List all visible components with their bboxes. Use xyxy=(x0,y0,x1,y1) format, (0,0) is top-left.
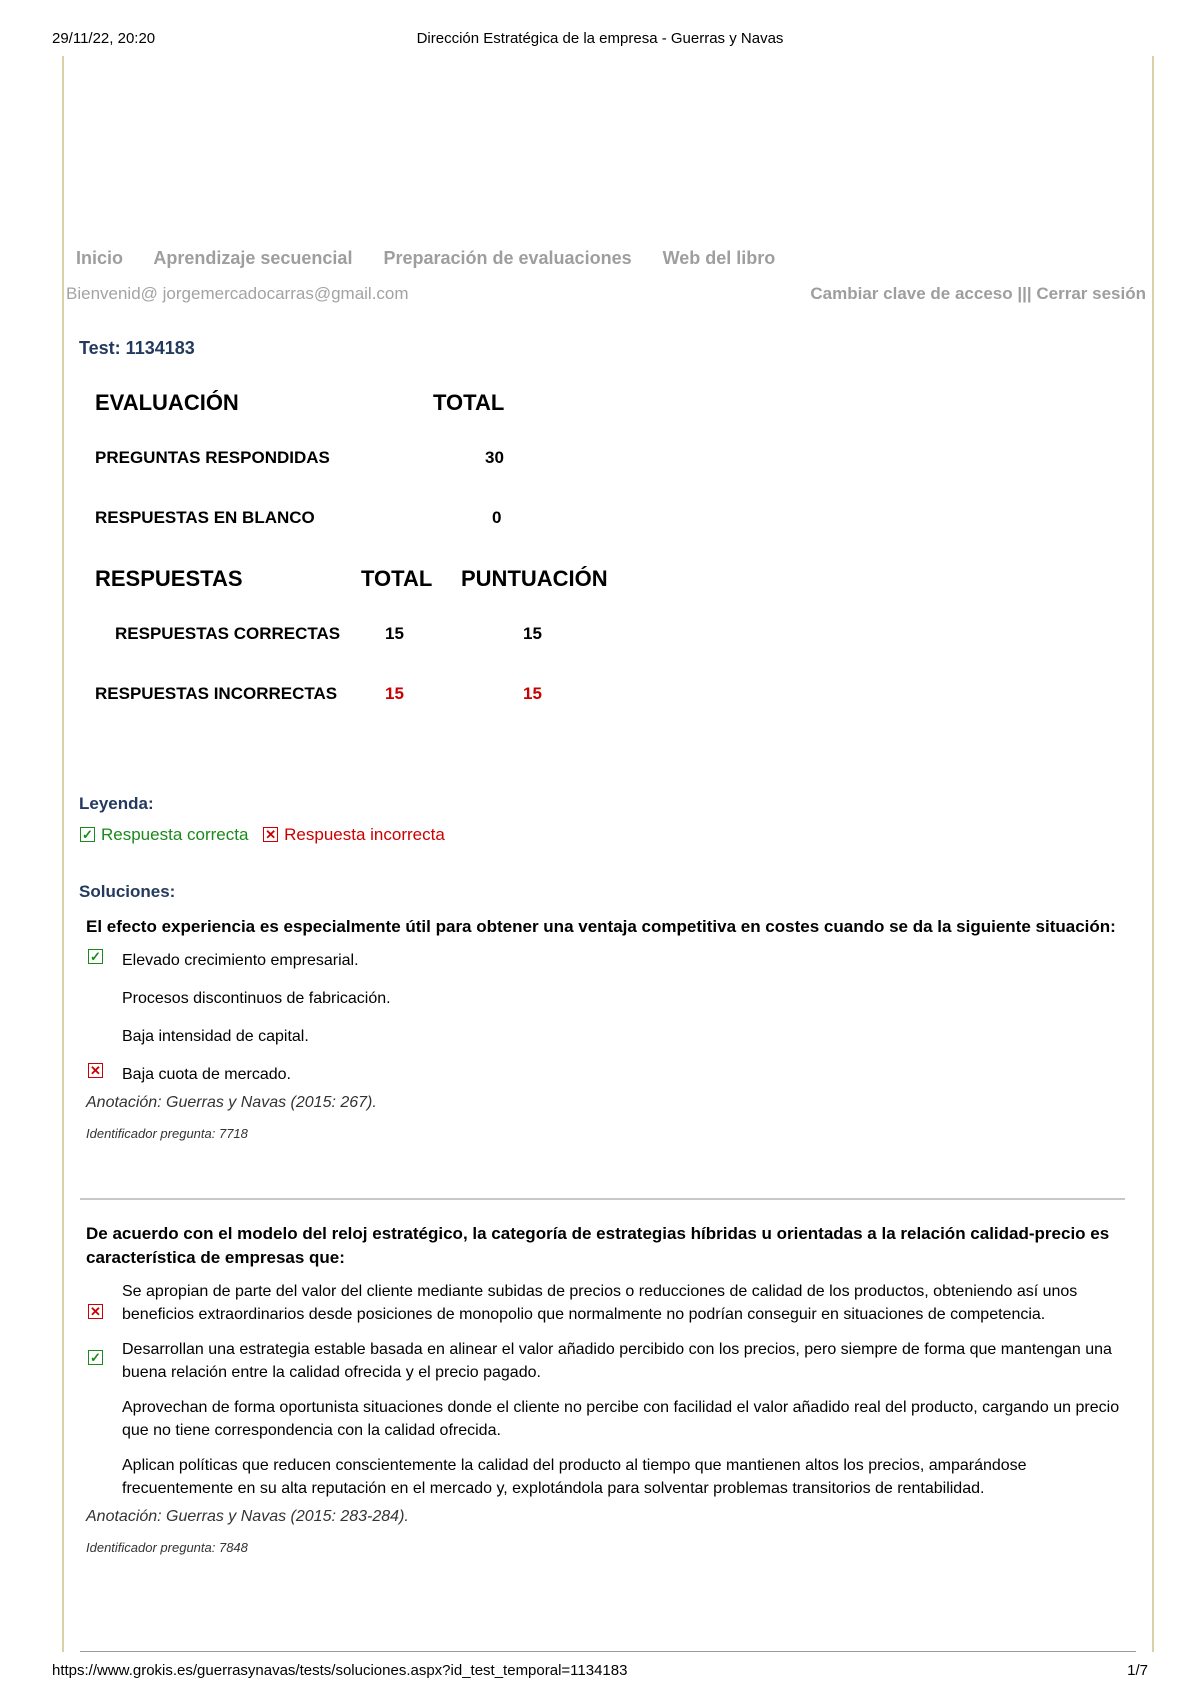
annotation: Anotación: Guerras y Navas (2015: 267). xyxy=(86,1094,377,1111)
answers-score-header: PUNTUACIÓN xyxy=(461,566,608,591)
answer-option xyxy=(86,1396,1126,1442)
answer-text: Baja cuota de mercado. xyxy=(122,1066,291,1083)
test-id: Test: 1134183 xyxy=(79,338,195,358)
nav-item-web-libro[interactable]: Web del libro xyxy=(662,248,776,268)
blank-value: 0 xyxy=(492,508,502,527)
answer-option xyxy=(86,1338,1126,1384)
answer-option xyxy=(86,1280,1126,1326)
answered-label: PREGUNTAS RESPONDIDAS xyxy=(95,448,330,467)
question-stem: El efecto experiencia es especialmente útil para obtener una ventaja competitiva en costes cuando se da la siguiente situación: xyxy=(86,917,1116,936)
legend xyxy=(80,824,455,845)
correct-total: 15 xyxy=(385,624,404,643)
cross-box-icon: ✕ xyxy=(88,1304,103,1319)
cross-box-icon: ✕ xyxy=(263,827,278,842)
correct-label: RESPUESTAS CORRECTAS xyxy=(115,624,341,643)
legend-heading: Leyenda: xyxy=(79,794,154,813)
question-1 xyxy=(86,915,1126,1141)
account-links xyxy=(810,284,1146,304)
solutions-heading: Soluciones: xyxy=(79,882,176,901)
print-page-number: 1/7 xyxy=(1127,1662,1148,1679)
account-separator: ||| xyxy=(1017,284,1032,303)
answer-text: Desarrollan una estrategia estable basada en alinear el valor añadido percibido con los precios, pero siempre de forma que mantengan una buena relación entre la calidad ofrecida y el precio pagado. xyxy=(122,1341,1112,1381)
answer-option xyxy=(86,1025,1126,1048)
legend-incorrect xyxy=(263,825,445,845)
incorrect-total: 15 xyxy=(385,684,404,703)
blank-label: RESPUESTAS EN BLANCO xyxy=(95,508,315,527)
answered-value: 30 xyxy=(485,448,504,467)
question-divider xyxy=(80,1198,1125,1200)
annotation: Anotación: Guerras y Navas (2015: 283-284). xyxy=(86,1508,409,1525)
question-2 xyxy=(86,1222,1126,1555)
incorrect-score: 15 xyxy=(523,684,542,703)
welcome-text: Bienvenid@ jorgemercadocarras@gmail.com xyxy=(66,284,409,303)
main-nav xyxy=(76,248,801,269)
cross-box-icon: ✕ xyxy=(88,1063,103,1078)
question-id: Identificador pregunta: 7848 xyxy=(86,1540,248,1555)
check-box-icon: ✓ xyxy=(88,949,103,964)
eval-header: EVALUACIÓN xyxy=(95,390,239,415)
answer-text: Se apropian de parte del valor del cliente mediante subidas de precios o reducciones de calidad de los productos, obteniendo así unos beneficios extraordinarios desde posiciones de monopolio que normalmente no podrían conseguir en situaciones de competencia. xyxy=(122,1283,1078,1323)
answer-text: Baja intensidad de capital. xyxy=(122,1028,309,1045)
nav-item-inicio[interactable]: Inicio xyxy=(76,248,124,268)
answer-text: Aprovechan de forma oportunista situaciones donde el cliente no percibe con facilidad el valor añadido real del producto, cargando un precio que no tiene correspondencia con la calidad ofrecida. xyxy=(122,1399,1120,1439)
evaluation-summary xyxy=(95,390,655,730)
legend-correct-label: Respuesta correcta xyxy=(101,824,249,844)
answer-text: Procesos discontinuos de fabricación. xyxy=(122,990,391,1007)
answer-option xyxy=(86,987,1126,1010)
answers-total-header: TOTAL xyxy=(361,566,433,591)
change-password-link[interactable]: Cambiar clave de acceso xyxy=(810,284,1013,303)
incorrect-label: RESPUESTAS INCORRECTAS xyxy=(95,684,338,703)
check-box-icon: ✓ xyxy=(88,1350,103,1365)
answer-text: Aplican políticas que reducen conscientemente la calidad del producto al tiempo que mantienen altos los precios, amparándose frecuentemente en su alta reputación en el mercado y, explotándola para solventar problemas transitorios de rentabilidad. xyxy=(122,1457,1027,1497)
print-title: Dirección Estratégica de la empresa - Guerras y Navas xyxy=(416,30,784,47)
answer-option xyxy=(86,949,1126,972)
legend-correct xyxy=(80,825,248,845)
logout-link[interactable]: Cerrar sesión xyxy=(1036,284,1146,303)
answer-option xyxy=(86,1454,1126,1500)
print-url: https://www.grokis.es/guerrasynavas/tests/soluciones.aspx?id_test_temporal=1134183 xyxy=(52,1662,628,1679)
check-box-icon: ✓ xyxy=(80,827,95,842)
correct-score: 15 xyxy=(523,624,542,643)
question-id: Identificador pregunta: 7718 xyxy=(86,1126,248,1141)
print-datetime: 29/11/22, 20:20 xyxy=(52,30,156,47)
print-footer xyxy=(52,1662,1148,1682)
answer-option xyxy=(86,1063,1126,1086)
frame-bottom-rule xyxy=(80,1651,1136,1652)
print-header xyxy=(52,30,1148,50)
answers-header: RESPUESTAS xyxy=(95,566,243,591)
nav-item-preparacion[interactable]: Preparación de evaluaciones xyxy=(383,248,632,268)
answer-text: Elevado crecimiento empresarial. xyxy=(122,952,359,969)
legend-incorrect-label: Respuesta incorrecta xyxy=(284,824,445,844)
nav-item-aprendizaje[interactable]: Aprendizaje secuencial xyxy=(153,248,353,268)
eval-total-header: TOTAL xyxy=(433,390,505,415)
question-stem: De acuerdo con el modelo del reloj estratégico, la categoría de estrategias híbridas u orientadas a la relación calidad-precio es característica de empresas que: xyxy=(86,1224,1110,1267)
